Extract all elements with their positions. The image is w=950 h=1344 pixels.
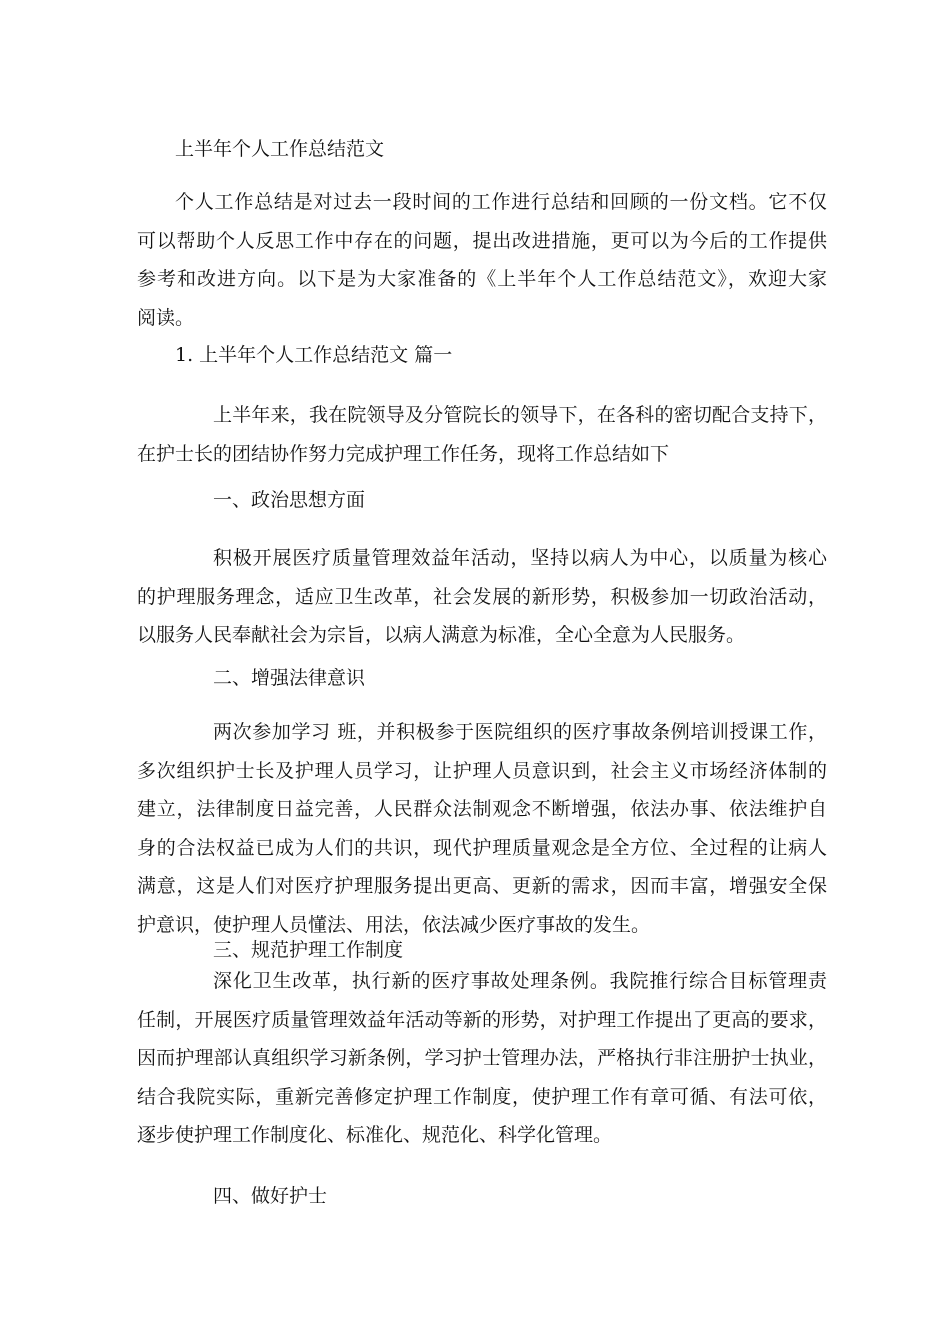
para2-line-2: 的护理服务理念，适应卫生改革，社会发展的新形势，积极参加一切政治活动，: [137, 585, 827, 608]
para3-line-6: 护意识，使护理人员懂法、用法，依法减少医疗事故的发生。: [137, 913, 651, 936]
para4-line-1: 深化卫生改革，执行新的医疗事故处理条例。我院推行综合目标管理责: [213, 970, 827, 992]
para2-line-1: 积极开展医疗质量管理效益年活动，坚持以病人为中心，以质量为核心: [213, 547, 827, 569]
heading-politics: 一、政治思想方面: [213, 489, 366, 511]
para4-line-4: 结合我院实际，重新完善修定护理工作制度，使护理工作有章可循、有法可依，: [137, 1085, 827, 1108]
heading-law: 二、增强法律意识: [213, 667, 366, 689]
para3-line-3: 建立，法律制度日益完善，人民群众法制观念不断增强，依法办事、依法维护自: [137, 798, 827, 820]
para1-line-1: 上半年来，我在院领导及分管院长的领导下，在各科的密切配合支持下，: [213, 404, 827, 426]
document-title: 上半年个人工作总结范文: [175, 138, 385, 160]
paragraph-3: [137, 713, 827, 944]
heading-nurses: 四、做好护士: [213, 1185, 328, 1207]
para3-line-5: 满意，这是人们对医疗护理服务提出更高、更新的需求，因而丰富，增强安全保: [137, 875, 827, 897]
para3-line-1: 两次参加学习 班，并积极参于医院组织的医疗事故条例培训授课工作，: [213, 721, 827, 743]
intro-line-4: 阅读。: [137, 306, 195, 329]
para4-line-5: 逐步使护理工作制度化、标准化、规范化、科学化管理。: [137, 1124, 613, 1146]
section-title: 1. 上半年个人工作总结范文 篇一: [175, 344, 453, 366]
intro-line-1: 个人工作总结是对过去一段时间的工作进行总结和回顾的一份文档。它不仅: [175, 191, 827, 213]
para3-line-2: 多次组织护士长及护理人员学习，让护理人员意识到，社会主义市场经济体制的: [137, 759, 827, 782]
para2-line-3: 以服务人民奉献社会为宗旨，以病人满意为标准，全心全意为人民服务。: [137, 624, 746, 646]
para4-line-2: 任制，开展医疗质量管理效益年活动等新的形势，对护理工作提出了更高的要求，: [137, 1008, 827, 1031]
para3-line-4: 身的合法权益已成为人们的共识，现代护理质量观念是全方位、全过程的让病人: [137, 836, 827, 859]
intro-line-2: 可以帮助个人反思工作中存在的问题，提出改进措施，更可以为今后的工作提供: [137, 229, 827, 252]
para1-line-2: 在护士长的团结协作努力完成护理工作任务，现将工作总结如下: [137, 442, 670, 465]
paragraph-1: [137, 396, 827, 473]
paragraph-4: [137, 962, 827, 1155]
intro-paragraph: [137, 183, 827, 337]
para4-line-3: 因而护理部认真组织学习新条例，学习护士管理办法，严格执行非注册护士执业，: [137, 1047, 827, 1069]
intro-line-3: 参考和改进方向。以下是为大家准备的《上半年个人工作总结范文》，欢迎大家: [137, 268, 827, 290]
paragraph-2: [137, 539, 827, 655]
heading-rules: 三、规范护理工作制度: [213, 939, 404, 961]
